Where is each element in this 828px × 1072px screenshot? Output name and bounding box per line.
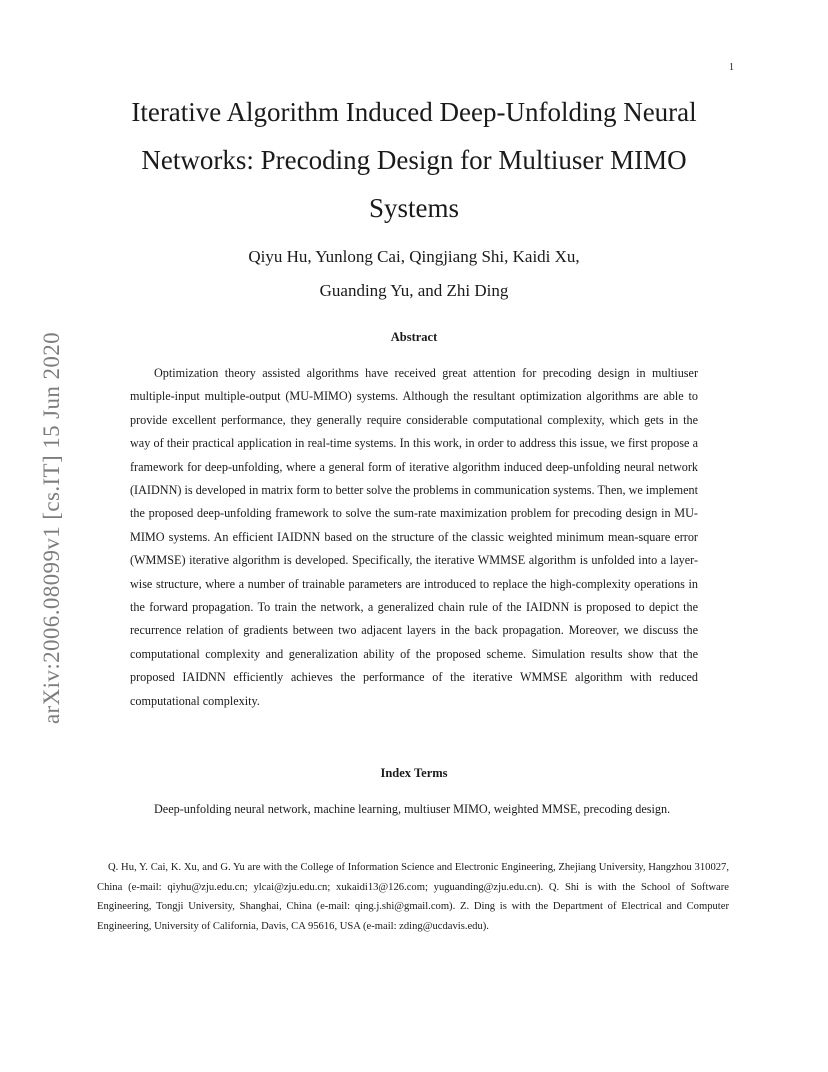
index-terms-heading: Index Terms [380,766,448,780]
author-line-1: Qiyu Hu, Yunlong Cai, Qingjiang Shi, Kaidi Xu, [248,247,580,266]
author-affiliation-footnote: Q. Hu, Y. Cai, K. Xu, and G. Yu are with the College of Information Science and Electronic Engineering, Zhejiang University, Hangzhou 310027, China (e-mail: qiyhu@zju.edu.cn; ylcai@zju.edu.cn; xukaidi13@126.com; yuguanding@zju.edu.cn). Q. Shi is with the School of Software Engineering, Tongji University, Shanghai, China (e-mail: qing.j.shi@gmail.com). Z. Ding is with the Department of Electrical and Computer Engineering, University of California, Davis, CA 95616, USA (e-mail: zding@ucdavis.edu). [97,862,729,932]
page-number: 1 [729,62,734,73]
arxiv-identifier-stamp: arXiv:2006.08099v1 [cs.IT] 15 Jun 2020 [39,331,64,725]
abstract-text: Optimization theory assisted algorithms have received great attention for precoding design in multiuser multiple-input multiple-output (MU-MIMO) systems. Although the resultant optimization algorithms are able to provide excellent performance, they generally require considerable computational complexity, which gets in the way of their practical application in real-time systems. In this work, in order to address this issue, we first propose a framework for deep-unfolding, where a general form of iterative algorithm induced deep-unfolding neural network (IAIDNN) is developed in matrix form to better solve the problems in communication systems. Then, we implement the proposed deep-unfolding framework to solve the sum-rate maximization problem for precoding design in MU-MIMO systems. An efficient IAIDNN based on the structure of the classic weighted minimum mean-square error (WMMSE) iterative algorithm is developed. Specifically, the iterative WMMSE algorithm is unfolded into a layer-wise structure, where a number of trainable parameters are introduced to replace the high-complexity operations in the forward propagation. To train the network, a generalized chain rule of the IAIDNN is proposed to depict the recurrence relation of gradients between two adjacent layers in the back propagation. Moreover, we discuss the computational complexity and generalization ability of the proposed scheme. Simulation results show that the proposed IAIDNN efficiently achieves the performance of the iterative WMMSE algorithm with reduced computational complexity. [130,366,698,708]
paper-title: Iterative Algorithm Induced Deep-Unfolding Neural Networks: Precoding Design for Multiuser MIMO Systems [131,97,697,223]
index-terms-text: Deep-unfolding neural network, machine learning, multiuser MIMO, weighted MMSE, precoding design. [154,802,671,816]
author-list [130,240,698,308]
author-line-2: Guanding Yu, and Zhi Ding [319,281,509,300]
abstract-heading: Abstract [390,330,438,344]
